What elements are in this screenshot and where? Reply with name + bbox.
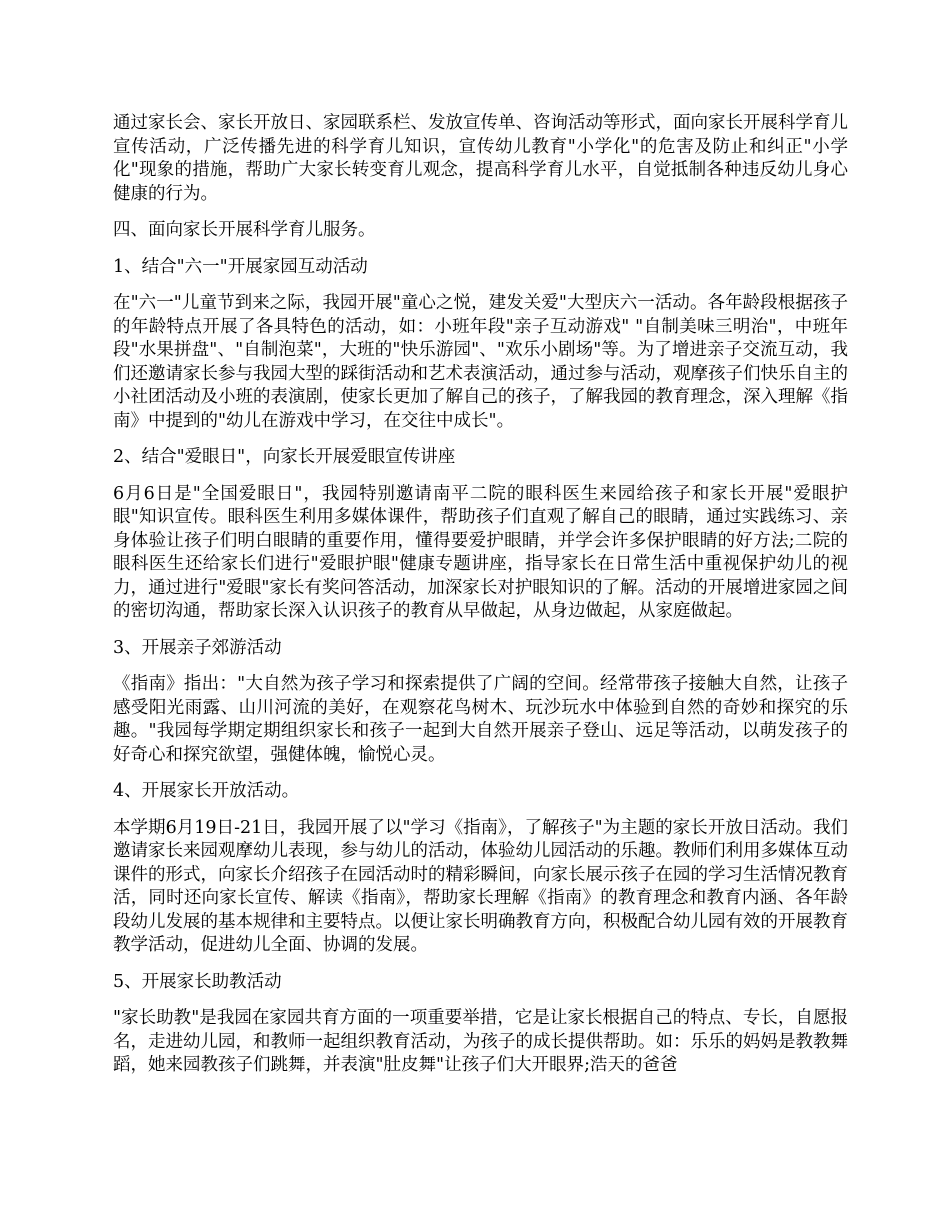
subheading-3: 3、开展亲子郊游活动 [113,637,282,658]
subheading-4: 4、开展家长开放活动。 [113,781,300,801]
document-page [113,112,848,1091]
subheading-5: 5、开展家长助教活动 [113,971,282,992]
paragraph-3: 《指南》指出："大自然为孩子学习和探索提供了广阔的空间。经常带孩子接触大自然，让孩子感受阳光雨露、山川河流的美好，在观察花鸟树木、玩沙玩水中体验到自然的奇妙和探究的乐趣。"我园每学期定期组织家长和孩子一起到大自然开展亲子登山、远足等活动，以萌发孩子的好奇心和探究欲望，强健体魄，愉悦心灵。 [113,674,848,765]
subheading-2: 2、结合"爱眼日"，向家长开展爱眼宣传讲座 [113,447,456,467]
paragraph-1: 在"六一"儿童节到来之际，我园开展"童心之悦，建发关爱"大型庆六一活动。各年龄段根据孩子的年龄特点开展了各具特色的活动，如：小班年段"亲子互动游戏" "自制美味三明治"，中班年段"水果拼盘"、"自制泡菜"，大班的"快乐游园"、"欢乐小剧场"等。为了增进亲子交流互动，我们还邀请家长参与我园大型的踩街活动和艺术表演活动，通过参与活动，观摩孩子们快乐自主的小社团活动及小班的表演剧，使家长更加了解自己的孩子，了解我园的教育理念，深入理解《指南》中提到的"幼儿在游戏中学习，在交往中成长"。 [113,293,848,431]
subheading-1: 1、结合"六一"开展家园互动活动 [113,256,368,277]
paragraph-4: 本学期6月19日-21日，我园开展了以"学习《指南》，了解孩子"为主题的家长开放日活动。我们邀请家长来园观摩幼儿表现，参与幼儿的活动，体验幼儿园活动的乐趣。教师们利用多媒体互动课件的形式，向家长介绍孩子在园活动时的精彩瞬间，向家长展示孩子在园的学习生活情况教育活，同时还向家长宣传、解读《指南》，帮助家长理解《指南》的教育理念和教育内涵、各年龄段幼儿发展的基本规律和主要特点。以便让家长明确教育方向，积极配合幼儿园有效的开展教育教学活动，促进幼儿全面、协调的发展。 [113,817,848,955]
paragraph-2: 6月6日是"全国爱眼日"，我园特别邀请南平二院的眼科医生来园给孩子和家长开展"爱眼护眼"知识宣传。眼科医生利用多媒体课件，帮助孩子们直观了解自己的眼睛，通过实践练习、亲身体验让孩子们明白眼睛的重要作用，懂得要爱护眼睛，并学会许多保护眼睛的好方法;二院的眼科医生还给家长们进行"爱眼护眼"健康专题讲座，指导家长在日常生活中重视保护幼儿的视力，通过进行"爱眼"家长有奖问答活动，加深家长对护眼知识的了解。活动的开展增进家园之间的密切沟通，帮助家长深入认识孩子的教育从早做起，从身边做起，从家庭做起。 [113,483,848,621]
section-heading-four: 四、面向家长开展科学育儿服务。 [113,220,376,240]
paragraph-5: "家长助教"是我园在家园共育方面的一项重要举措，它是让家长根据自己的特点、专长，自愿报名，走进幼儿园，和教师一起组织教育活动，为孩子的成长提供帮助。如：乐乐的妈妈是教教舞蹈，她来园教孩子们跳舞，并表演"肚皮舞"让孩子们大开眼界;浩天的爸爸 [113,1008,848,1075]
paragraph-intro: 通过家长会、家长开放日、家园联系栏、发放宣传单、咨询活动等形式，面向家长开展科学育儿宣传活动，广泛传播先进的科学育儿知识，宣传幼儿教育"小学化"的危害及防止和纠正"小学化"现象的措施，帮助广大家长转变育儿观念，提高科学育儿水平，自觉抵制各种违反幼儿身心健康的行为。 [113,113,848,204]
